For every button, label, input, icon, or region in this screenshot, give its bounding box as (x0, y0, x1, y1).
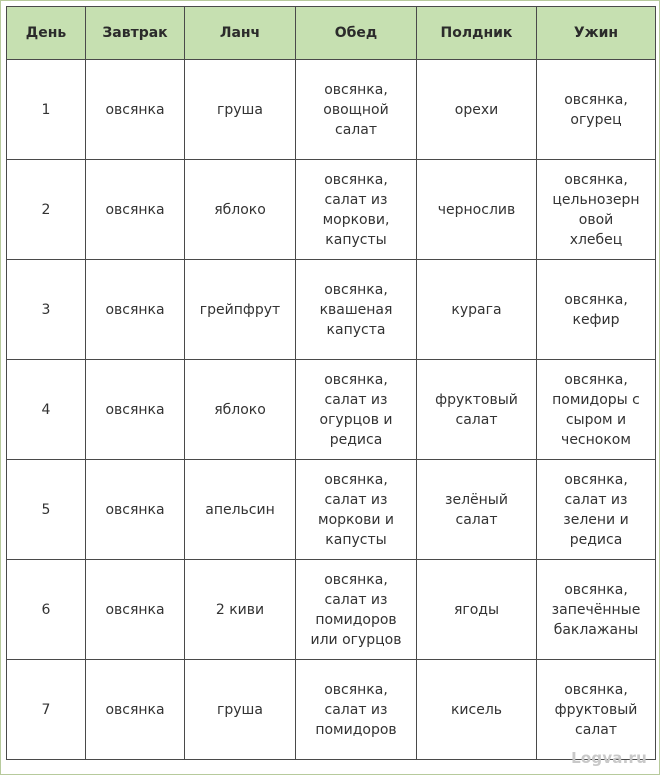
cell-text: овсянка, салат из моркови, капусты (322, 171, 390, 248)
cell-snack (417, 560, 537, 660)
cell-text: 3 (41, 301, 51, 318)
cell-text: 2 (41, 201, 51, 218)
cell-lunch (185, 460, 296, 560)
cell-snack (417, 260, 537, 360)
cell-text: овсянка (105, 701, 165, 718)
cell-supper (537, 160, 656, 260)
cell-text: чернослив (437, 201, 516, 218)
cell-text: овсянка, салат из огурцов и редиса (319, 371, 393, 448)
table-row (7, 60, 656, 160)
cell-text: яблоко (214, 401, 266, 418)
cell-lunch (185, 560, 296, 660)
header-dinner: Обед (296, 7, 417, 60)
cell-text: 6 (41, 601, 51, 618)
cell-text: груша (217, 101, 263, 118)
cell-dinner (296, 160, 417, 260)
cell-text: курага (451, 301, 502, 318)
cell-text: 7 (41, 701, 51, 718)
cell-dinner (296, 60, 417, 160)
site-watermark: Logva.ru (571, 749, 647, 767)
cell-supper (537, 560, 656, 660)
cell-text: грейпфрут (199, 301, 281, 318)
cell-text: овсянка (105, 201, 165, 218)
cell-text: овсянка (105, 501, 165, 518)
cell-text: овсянка, запечённые баклажаны (551, 581, 641, 638)
cell-dinner (296, 260, 417, 360)
cell-supper (537, 660, 656, 760)
cell-breakfast (86, 360, 185, 460)
cell-snack (417, 60, 537, 160)
cell-breakfast (86, 260, 185, 360)
cell-snack (417, 460, 537, 560)
cell-day (7, 360, 86, 460)
cell-snack (417, 160, 537, 260)
cell-text: овсянка, цельнозерн овой хлебец (552, 171, 640, 248)
cell-lunch (185, 660, 296, 760)
cell-text: фруктовый салат (435, 391, 518, 428)
cell-lunch (185, 260, 296, 360)
table-header-row (7, 7, 656, 60)
cell-text: овсянка (105, 601, 165, 618)
cell-text: овсянка (105, 301, 165, 318)
cell-breakfast (86, 60, 185, 160)
cell-dinner (296, 560, 417, 660)
cell-day (7, 460, 86, 560)
header-day: День (7, 7, 86, 60)
header-supper: Ужин (537, 7, 656, 60)
cell-text: зелёный салат (445, 491, 508, 528)
cell-text: овсянка, салат из помидоров (315, 681, 397, 738)
cell-supper (537, 60, 656, 160)
cell-day (7, 260, 86, 360)
cell-day (7, 60, 86, 160)
cell-breakfast (86, 660, 185, 760)
table-row (7, 260, 656, 360)
cell-breakfast (86, 160, 185, 260)
table-row (7, 360, 656, 460)
cell-text: 5 (41, 501, 51, 518)
cell-text: апельсин (205, 501, 275, 518)
cell-text: овсянка, салат из помидоров или огурцов (310, 571, 402, 648)
cell-lunch (185, 160, 296, 260)
table-row (7, 160, 656, 260)
cell-text: кисель (450, 701, 503, 718)
header-snack: Полдник (417, 7, 537, 60)
cell-text: груша (217, 701, 263, 718)
table-row (7, 460, 656, 560)
cell-day (7, 160, 86, 260)
header-breakfast: Завтрак (86, 7, 185, 60)
cell-text: орехи (454, 101, 499, 118)
cell-text: овсянка, салат из моркови и капусты (318, 471, 394, 548)
cell-supper (537, 260, 656, 360)
cell-text: овсянка (105, 401, 165, 418)
cell-lunch (185, 360, 296, 460)
cell-text: яблоко (214, 201, 266, 218)
cell-breakfast (86, 460, 185, 560)
cell-text: овсянка, огурец (564, 91, 628, 128)
cell-text: 2 киви (215, 601, 265, 618)
table-row (7, 560, 656, 660)
cell-day (7, 660, 86, 760)
cell-snack (417, 360, 537, 460)
cell-day (7, 560, 86, 660)
cell-lunch (185, 60, 296, 160)
diet-menu-table (6, 6, 656, 760)
cell-text: овсянка, салат из зелени и редиса (563, 471, 629, 548)
cell-text: овсянка, кефир (564, 291, 628, 328)
cell-text: овсянка, квашеная капуста (319, 281, 393, 338)
cell-breakfast (86, 560, 185, 660)
cell-dinner (296, 460, 417, 560)
header-lunch: Ланч (185, 7, 296, 60)
cell-text: овсянка (105, 101, 165, 118)
table-row (7, 660, 656, 760)
cell-text: овсянка, фруктовый салат (554, 681, 638, 738)
cell-supper (537, 460, 656, 560)
cell-text: овсянка, помидоры с сыром и чесноком (552, 371, 640, 448)
cell-text: 4 (41, 401, 51, 418)
cell-text: 1 (41, 101, 51, 118)
cell-text: овсянка, овощной салат (323, 81, 389, 138)
cell-snack (417, 660, 537, 760)
cell-dinner (296, 660, 417, 760)
cell-supper (537, 360, 656, 460)
cell-text: ягоды (453, 601, 500, 618)
cell-dinner (296, 360, 417, 460)
